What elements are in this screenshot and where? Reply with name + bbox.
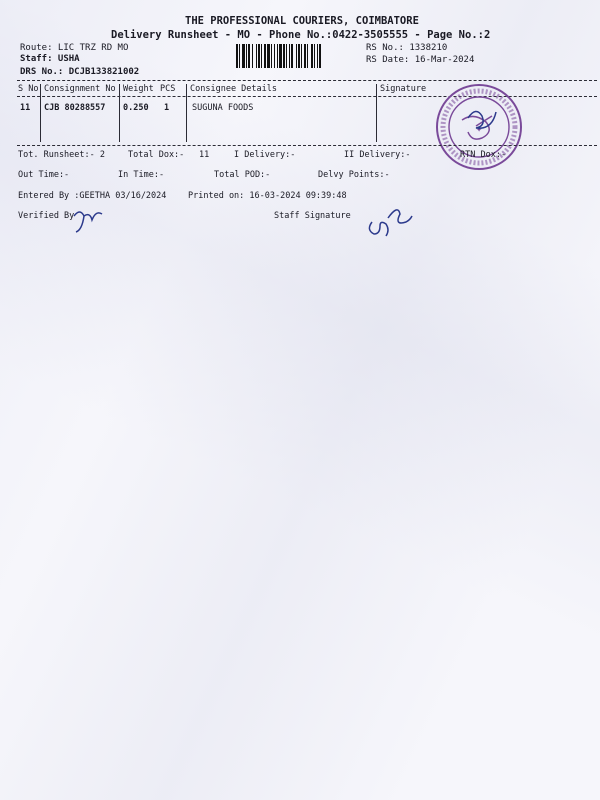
total-pod: Total POD:- [214,170,271,180]
barcode-bar [252,44,253,68]
table-bottom-divider [17,145,597,146]
staff-signature-label: Staff Signature [274,211,351,221]
consignee-signature [462,100,502,140]
column-divider [376,84,377,142]
row-consignee: SUGUNA FOODS [192,103,254,113]
tot-runsheet: Tot. Runsheet:- 2 [18,150,105,160]
entered-by: Entered By :GEETHA 03/16/2024 [18,191,167,201]
barcode-bar [289,44,290,68]
col-header-pcs: PCS [160,84,176,94]
column-divider [119,84,120,142]
barcode-bar [236,44,238,68]
barcode-bar [307,44,308,68]
barcode [236,44,358,68]
out-time: Out Time:- [18,170,70,180]
barcode-bar [258,44,260,68]
verified-by-label: Verified By [18,211,75,221]
column-divider [40,84,41,142]
ii-delivery: II Delivery:- [344,150,411,160]
barcode-bar [298,44,300,68]
barcode-bar [314,44,315,68]
total-dox-value: 11 [199,150,210,160]
barcode-bar [311,44,313,68]
barcode-bar [261,44,262,68]
row-consignment: CJB 80288557 [44,103,106,113]
in-time: In Time:- [118,170,165,180]
i-delivery: I Delivery:- [234,150,296,160]
verifier-signature [70,202,110,236]
barcode-bar [286,44,287,68]
rtn-dox: RTN Dox:- [460,150,507,160]
runsheet-subtitle: Delivery Runsheet - MO - Phone No.:0422-3505555 - Page No.:2 [111,29,491,41]
row-sno: 11 [20,103,31,113]
barcode-bar [319,44,321,68]
svg-text:✦: ✦ [476,126,482,134]
table-top-divider [17,80,597,81]
barcode-bar [277,44,278,68]
column-divider [186,84,187,142]
barcode-bar [271,44,272,68]
rs-date: RS Date: 16-Mar-2024 [366,55,475,65]
staff-label: Staff: USHA [20,54,80,64]
total-dox-label: Total Dox:- [128,150,185,160]
barcode-bar [248,44,250,68]
barcode-bar [304,44,306,68]
drs-number: DRS No.: DCJB133821002 [20,67,140,77]
barcode-bar [274,44,275,68]
barcode-bar [264,44,266,68]
col-header-sno: S No [18,84,39,94]
barcode-bar [242,44,245,68]
route-label: Route: LIC TRZ RD MO [20,43,129,53]
barcode-bar [283,44,285,68]
col-header-consignee: Consignee Details [190,84,277,94]
barcode-bar [246,44,247,68]
printed-on: Printed on: 16-03-2024 09:39:48 [188,191,347,201]
barcode-bar [279,44,282,68]
company-name: THE PROFESSIONAL COURIERS, COIMBATORE [185,15,419,27]
row-weight: 0.250 [123,103,149,113]
barcode-bar [256,44,257,68]
barcode-bar [317,44,318,68]
col-header-signature: Signature [380,84,427,94]
barcode-bar [267,44,270,68]
row-pcs: 1 [164,103,170,113]
col-header-consignment: Consignment No [44,84,116,94]
staff-signature [364,200,416,240]
barcode-bar [296,44,297,68]
barcode-bar [291,44,293,68]
delvy-points: Delvy Points:- [318,170,390,180]
barcode-bar [301,44,302,68]
col-header-weight: Weight [123,84,154,94]
rs-number: RS No.: 1338210 [366,43,448,53]
barcode-bar [239,44,240,68]
